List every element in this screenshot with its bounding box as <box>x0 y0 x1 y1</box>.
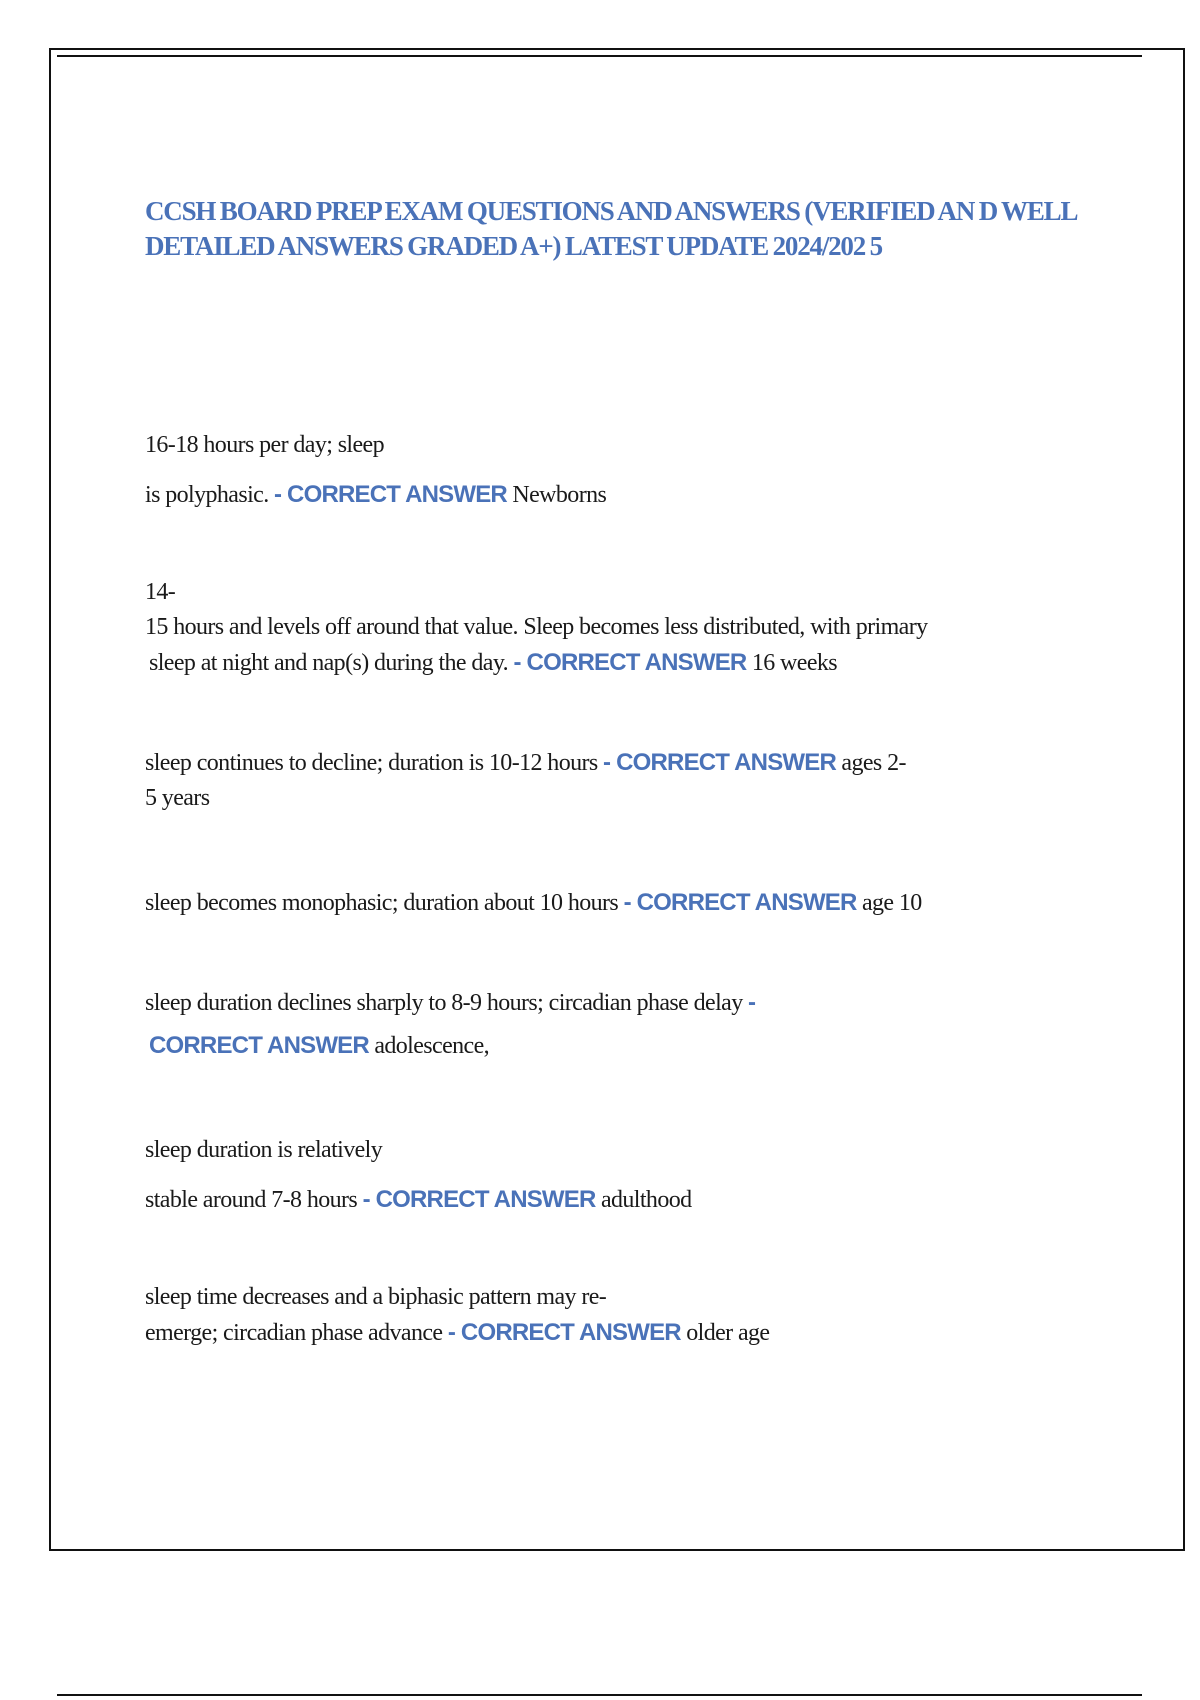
qa-item-newborns <box>145 420 1095 520</box>
question-text: sleep becomes monophasic; duration about 10 hours <box>145 890 619 916</box>
qa-item-age-10 <box>145 885 1095 921</box>
qa-item-adolescence: sleep duration declines sharply to 8-9 hours; circadian phase delay - CORRECT ANSWER adolescence, <box>145 989 756 1059</box>
correct-answer-marker: - CORRECT ANSWER <box>603 749 837 776</box>
correct-answer-marker: - CORRECT ANSWER <box>362 1186 596 1213</box>
answer-text: 16 weeks <box>751 650 838 676</box>
correct-answer-marker: - CORRECT ANSWER <box>274 481 507 508</box>
question-text: sleep duration declines sharply to 8-9 hours; circadian phase delay <box>145 990 743 1016</box>
question-text: 16-18 hours per day; sleep <box>145 432 385 458</box>
qa-item-ages-2-5 <box>145 745 1095 816</box>
question-text: sleep at night and nap(s) during the day. <box>149 650 509 676</box>
qa-item-older-age <box>145 1280 1095 1351</box>
qa-item-adulthood <box>145 1125 1095 1225</box>
question-text: sleep duration is relatively <box>145 1137 383 1163</box>
question-text: sleep time decreases and a biphasic pattern may re- <box>145 1284 607 1310</box>
answer-text: 5 years <box>145 785 210 811</box>
answer-text: ages 2- <box>841 750 906 776</box>
correct-answer-label: CORRECT ANSWER <box>149 1032 369 1059</box>
answer-text: age 10 <box>861 890 922 916</box>
answer-text: adulthood <box>600 1187 692 1213</box>
question-text: 14- <box>145 579 176 605</box>
answer-text: older age <box>686 1320 770 1346</box>
document-title: CCSH BOARD PREP EXAM QUESTIONS AND ANSWERS (VERIFIED AN D WELL DETAILED ANSWERS GRADED A+) LATEST UPDATE 2024/202 5 <box>145 196 1076 261</box>
question-text: 15 hours and levels off around that value. Sleep becomes less distributed, with primary <box>145 614 928 640</box>
question-text: emerge; circadian phase advance <box>145 1320 443 1346</box>
question-text: is polyphasic. <box>145 482 269 508</box>
correct-answer-marker: - CORRECT ANSWER <box>513 649 747 676</box>
question-text: stable around 7-8 hours <box>145 1187 358 1213</box>
question-text: sleep continues to decline; duration is 10-12 hours <box>145 750 598 776</box>
answer-text: Newborns <box>512 482 607 508</box>
correct-answer-marker: - CORRECT ANSWER <box>623 889 857 916</box>
bottom-rule <box>57 1694 1142 1696</box>
answer-text: adolescence, <box>374 1033 490 1059</box>
top-rule <box>57 55 1142 57</box>
qa-item-16-weeks <box>145 575 1095 681</box>
correct-answer-marker: - CORRECT ANSWER <box>447 1319 681 1346</box>
